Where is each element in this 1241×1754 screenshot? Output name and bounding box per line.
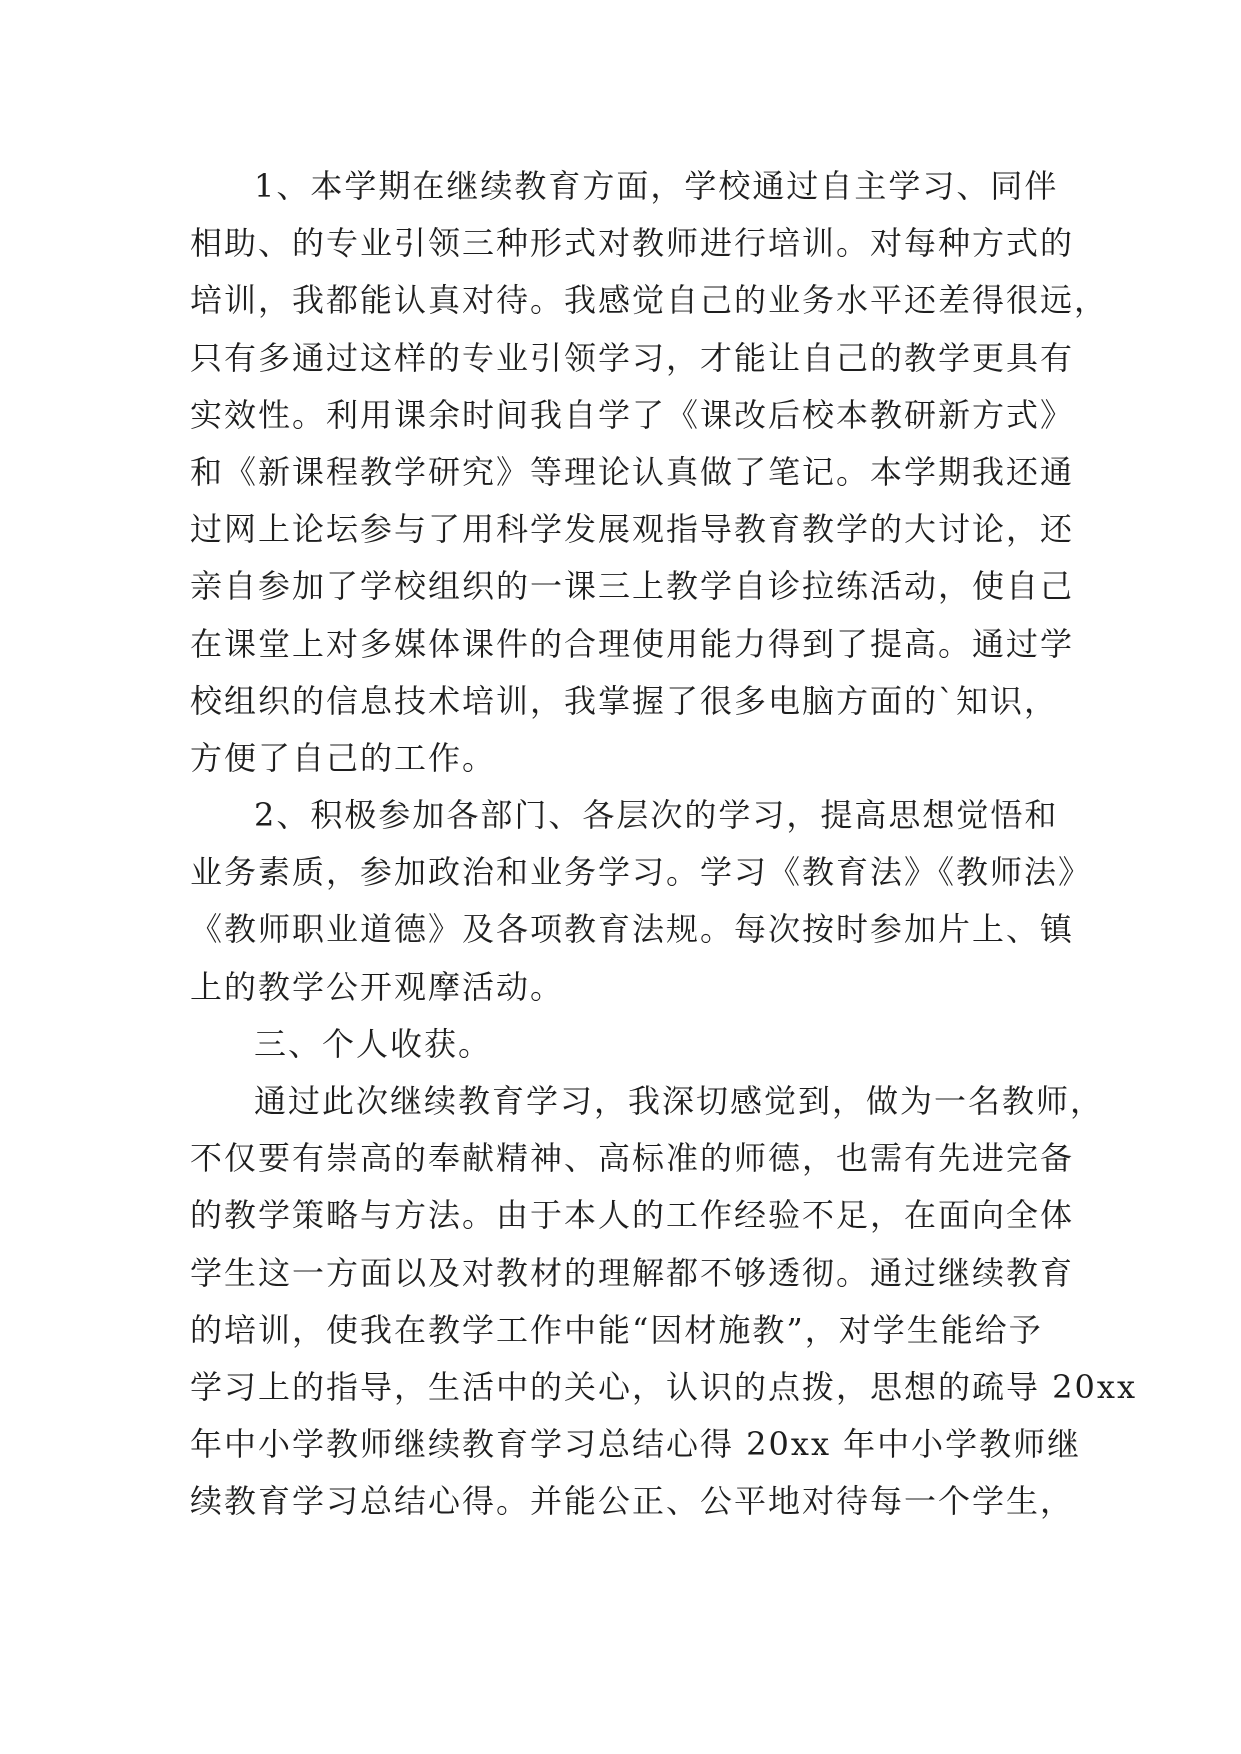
paragraph-2-line: 上的教学公开观摩活动。 xyxy=(190,967,565,1006)
paragraph-1-line: 方便了自己的工作。 xyxy=(190,738,497,777)
paragraph-1-line: 和《新课程教学研究》等理论认真做了笔记。本学期我还通 xyxy=(190,452,1075,491)
paragraph-1-line: 培训，我都能认真对待。我感觉自己的业务水平还差得很远， xyxy=(190,281,1109,320)
paragraph-3-line: 学习上的指导，生活中的关心，认识的点拨，思想的疏导 20xx xyxy=(190,1367,1137,1406)
paragraph-1-line: 校组织的信息技术培训，我掌握了很多电脑方面的`知识， xyxy=(190,681,1059,720)
section-heading: 三、个人收获。 xyxy=(254,1024,493,1063)
paragraph-1-line: 亲自参加了学校组织的一课三上教学自诊拉练活动，使自己 xyxy=(190,567,1075,606)
paragraph-1-line: 1、本学期在继续教育方面，学校通过自主学习、同伴 xyxy=(254,167,1059,205)
paragraph-2-line: 《教师职业道德》及各项教育法规。每次按时参加片上、镇 xyxy=(190,910,1075,949)
paragraph-3-line: 不仅要有崇高的奉献精神、高标准的师德，也需有先进完备 xyxy=(190,1139,1075,1178)
paragraph-3-line: 学生这一方面以及对教材的理解都不够透彻。通过继续教育 xyxy=(190,1253,1075,1292)
document-body xyxy=(190,158,1137,1531)
paragraph-3-line: 年中小学教师继续教育学习总结心得 20xx 年中小学教师继 xyxy=(190,1425,1082,1464)
paragraph-3-line: 通过此次继续教育学习，我深切感觉到，做为一名教师， xyxy=(254,1082,1105,1120)
paragraph-3-line: 的培训，使我在教学工作中能“因材施教”，对学生能给予 xyxy=(190,1310,1043,1349)
paragraph-1-line: 只有多通过这样的专业引领学习，才能让自己的教学更具有 xyxy=(190,338,1075,377)
paragraph-1-line: 相助、的专业引领三种形式对教师进行培训。对每种方式的 xyxy=(190,224,1075,263)
paragraph-1-line: 在课堂上对多媒体课件的合理使用能力得到了提高。通过学 xyxy=(190,624,1075,663)
paragraph-3-line: 的教学策略与方法。由于本人的工作经验不足，在面向全体 xyxy=(190,1196,1075,1235)
paragraph-2-line: 业务素质，参加政治和业务学习。学习《教育法》《教师法》 xyxy=(190,853,1093,892)
paragraph-2-line: 2、积极参加各部门、各层次的学习，提高思想觉悟和 xyxy=(254,796,1059,835)
paragraph-3-line: 续教育学习总结心得。并能公正、公平地对待每一个学生， xyxy=(190,1482,1075,1521)
paragraph-1-line: 实效性。利用课余时间我自学了《课改后校本教研新方式》 xyxy=(190,395,1075,434)
paragraph-1-line: 过网上论坛参与了用科学发展观指导教育教学的大讨论，还 xyxy=(190,510,1075,549)
